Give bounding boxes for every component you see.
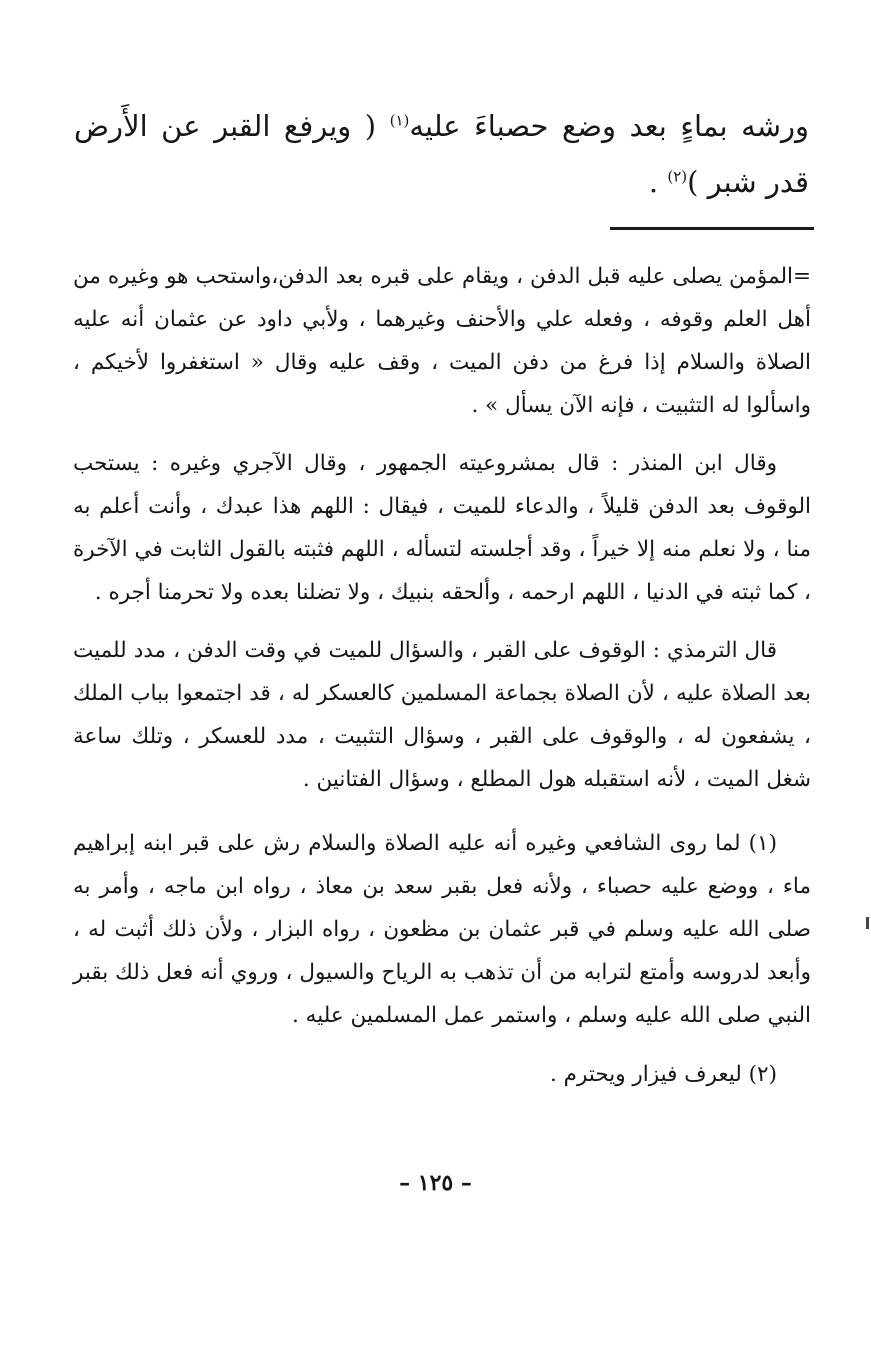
footnote-ref-1: (١)	[389, 111, 410, 130]
footnote-2-number: (٢)	[748, 1062, 777, 1087]
footnote-1	[73, 822, 811, 1037]
scan-speck	[866, 917, 869, 929]
footnotes-section	[73, 255, 811, 1096]
main-text-line-2: ( ويرفع القبر عن الأَرض قدر شبر )	[74, 109, 809, 199]
page-number-text: – ١٢٥ –	[399, 1170, 472, 1196]
footnote-1-text: لما روى الشافعي وغيره أنه عليه الصلاة والسلام رش على قبر ابنه إبراهيم ماء ، ووضع عليه حصباء ، ولأنه فعل بقبر سعد بن معاذ ، رواه ابن ماجه ، وأمر به صلى الله عليه وسلم في قبر عثمان بن مظعون ، رواه البزار ، ولأن ذلك أثبت له ، وأبعد لدروسه وأمتع لترابه من أن تذهب به الرياح والسيول ، وروي أنه فعل ذلك بقبر النبي صلى الله عليه وسلم ، واستمر عمل المسلمين عليه .	[73, 831, 811, 1028]
footnote-2-text: ليعرف فيزار ويحترم .	[550, 1062, 742, 1087]
footnote-2	[73, 1053, 811, 1096]
footnote-continuation: =المؤمن يصلى عليه قبل الدفن ، ويقام على قبره بعد الدفن،واستحب هو وغيره من أهل العلم وقوفه ، وفعله علي والأحنف وغيرهما ، ولأبي داود عن عثمان أنه عليه الصلاة والسلام إذا فرغ من دفن الميت ، وقف عليه وقال « استغفروا لأخيكم ، واسألوا له التثبيت ، فإنه الآن يسأل » .	[73, 264, 811, 418]
main-text	[74, 98, 809, 210]
footnote-1-number: (١)	[748, 831, 777, 856]
main-text-line-1: ورشه بماءٍ بعد وضع حصباءَ عليه	[409, 109, 809, 143]
main-text-end: .	[648, 165, 659, 199]
footnote-ref-2: (٢)	[667, 167, 688, 186]
footnote-ibn-almundhir: وقال ابن المنذر : قال بمشروعيته الجمهور ، وقال الآجري وغيره : يستحب الوقوف بعد الدفن قليلاً ، والدعاء للميت ، فيقال : اللهم هذا عبدك ، وأنت أعلم به منا ، ولا نعلم منه إلا خيراً ، وقد أجلسته لتسأله ، اللهم فثبته بالقول الثابت في الآخرة ، كما ثبته في الدنيا ، اللهم ارحمه ، وألحقه بنبيك ، ولا تضلنا بعده ولا تحرمنا أجره .	[73, 451, 811, 605]
footnote-tirmidhi: قال الترمذي : الوقوف على القبر ، والسؤال للميت في وقت الدفن ، مدد للميت بعد الصلاة عليه ، لأن الصلاة بجماعة المسلمين كالعسكر له ، قد اجتمعوا بباب الملك ، يشفعون له ، والوقوف على القبر ، وسؤال التثبيت ، مدد للعسكر ، وتلك ساعة شغل الميت ، لأنه استقبله هول المطلع ، وسؤال الفتانين .	[73, 638, 811, 792]
footnote-separator	[610, 227, 814, 230]
page-number	[0, 1170, 871, 1196]
